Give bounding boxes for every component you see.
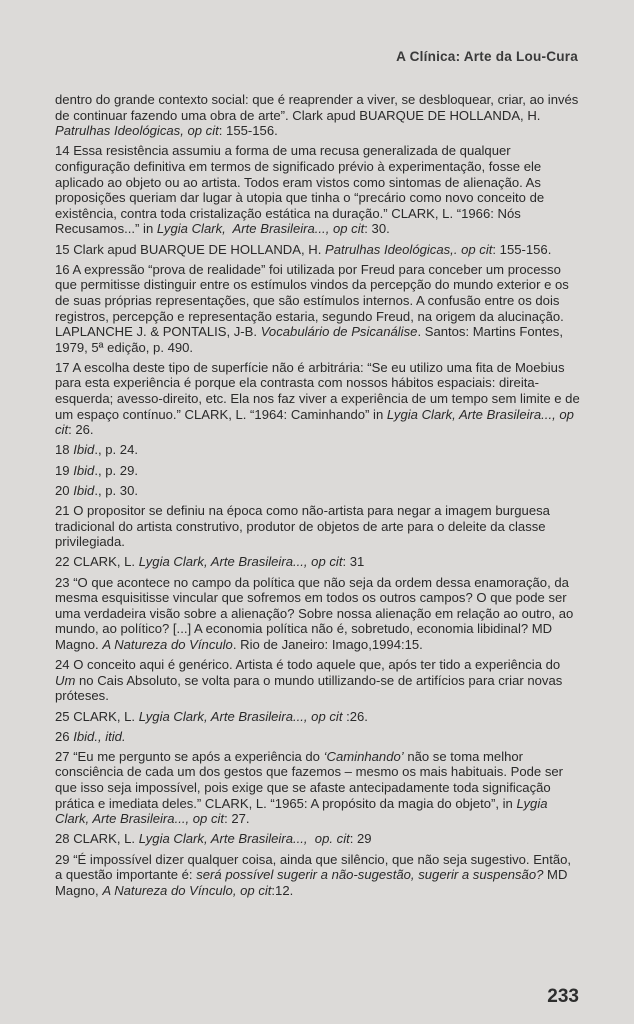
- footnote-text: 29 “É impossível dizer qualquer coisa, ainda que silêncio, que não seja sugestivo. Então, a questão importante é: será possível sugerir a não-sugestão, sugerir a suspensão? MD Magno, A Natureza do Vínculo, op cit:12.: [55, 851, 572, 898]
- footnote-text: 27 “Eu me pergunto se após a experiência do ‘Caminhando’ não se toma melhor consciência de cada um dos gestos que fazemos – mesmo os mais habituais. Pode ser que isso seja impossível, pois exige que se afaste antecipadamente toda significação prática e imediata deles.” CLARK, L. “1965: A propósito da magia do objeto”, in Lygia Clark, Arte Brasileira..., op cit: 27.: [55, 748, 564, 827]
- footnote-text: 19 Ibid., p. 29.: [55, 462, 139, 478]
- footnote-14: [55, 143, 580, 237]
- footnote-17: [55, 360, 580, 438]
- footnote-text: 15 Clark apud BUARQUE DE HOLLANDA, H. Patrulhas Ideológicas,. op cit: 155-156.: [55, 241, 552, 257]
- footnote-text: 18 Ibid., p. 24.: [55, 442, 139, 458]
- footnote-28: [55, 831, 580, 847]
- footnote-29: [55, 852, 580, 899]
- footnote-19: [55, 463, 580, 479]
- footnote-26: [55, 729, 580, 745]
- footnote-text: 23 “O que acontece no campo da política que não seja da ordem dessa enamoração, da mesma esquisitisse vincular que sofremos em todos os outros campos? O que pode ser uma verdadeira visão sobre a alienação? Sobre nossa alienação em relação ao outro, ao mundo, ao político? [...] A economia política não é, sobretudo, economia libidinal? MD Magno. A Natureza do Vínculo. Rio de Janeiro: Imago,1994:15.: [55, 574, 574, 652]
- footnote-text: 20 Ibid., p. 30.: [55, 482, 139, 498]
- footnote-text: 17 A escolha deste tipo de superfície não é arbitrária: “Se eu utilizo uma fita de Moebius para esta experiência é porque ela contrasta com nossos hábitos espaciais: direita-esquerda; avesso-direito, etc. Ela nos faz viver a experiência de um tempo sem limite e de um espaço contínuo.” CLARK, L. “1964: Caminhando” in Lygia Clark, Arte Brasileira..., op cit: 26.: [55, 359, 580, 438]
- footnote-text: 26 Ibid., itid.: [55, 728, 126, 744]
- footnote-18: [55, 442, 580, 458]
- footnote-text: 14 Essa resistência assumiu a forma de uma recusa generalizada de qualquer configuração definitiva em termos de significado prévio à experimentação, fosse ele aplicado ao objeto ou ao artista. Todos eram vistos como sintomas de alienação. As proposições queriam dar lugar à utopia que tinha o “precário como novo conceito de existência, contra toda cristalização estática na duração.” CLARK, L. “1966: Nós Recusamos...” in Lygia Clark, Arte Brasileira..., op cit: 30.: [55, 143, 545, 237]
- footnote-text: 21 O propositor se definiu na época como não-artista para negar a imagem burguesa tradicional do artista construtivo, produtor de objetos de arte para o deleite da classe privilegiada.: [55, 503, 550, 550]
- footnote-13-continuation: [55, 92, 580, 139]
- running-header: A Clínica: Arte da Lou-Cura: [396, 49, 578, 64]
- footnote-23: [55, 575, 580, 653]
- footnote-15: [55, 242, 580, 258]
- footnote-text: 16 A expressão “prova de realidade” foi utilizada por Freud para conceber um processo que permitisse distinguir entre os estímulos vindos da percepção do mundo exterior e os de suas próprias representações, que são estímulos internos. A confusão entre os dois registros, percepção e representação estaria, segundo Freud, na origem da alucinação. LAPLANCHE J. & PONTALIS, J-B. Vocabulário de Psicanálise. Santos: Martins Fontes, 1979, 5ª edição, p. 490.: [55, 261, 569, 355]
- footnote-text: dentro do grande contexto social: que é reaprender a viver, se desbloquear, criar, ao invés de continuar fazendo uma obra de arte”. Clark apud BUARQUE DE HOLLANDA, H. Patrulhas Ideológicas, op cit: 155-156.: [55, 92, 579, 139]
- footnote-16: [55, 262, 580, 356]
- footnote-text: 28 CLARK, L. Lygia Clark, Arte Brasileira..., op. cit: 29: [55, 831, 372, 847]
- footnote-text: 24 O conceito aqui é genérico. Artista é todo aquele que, após ter tido a experiência do Um no Cais Absoluto, se volta para o mundo utillizando-se de artifícios para criar novas próteses.: [55, 657, 563, 704]
- footnote-25: [55, 709, 580, 725]
- footnote-24: [55, 657, 580, 704]
- footnote-20: [55, 483, 580, 499]
- page-number: 233: [547, 986, 579, 1007]
- footnote-22: [55, 554, 580, 570]
- footnote-21: [55, 503, 580, 550]
- footnote-text: 22 CLARK, L. Lygia Clark, Arte Brasileira..., op cit: 31: [55, 554, 365, 570]
- footnote-text: 25 CLARK, L. Lygia Clark, Arte Brasileira..., op cit :26.: [55, 708, 368, 724]
- footnote-27: [55, 749, 580, 827]
- footnotes-body: [55, 92, 580, 903]
